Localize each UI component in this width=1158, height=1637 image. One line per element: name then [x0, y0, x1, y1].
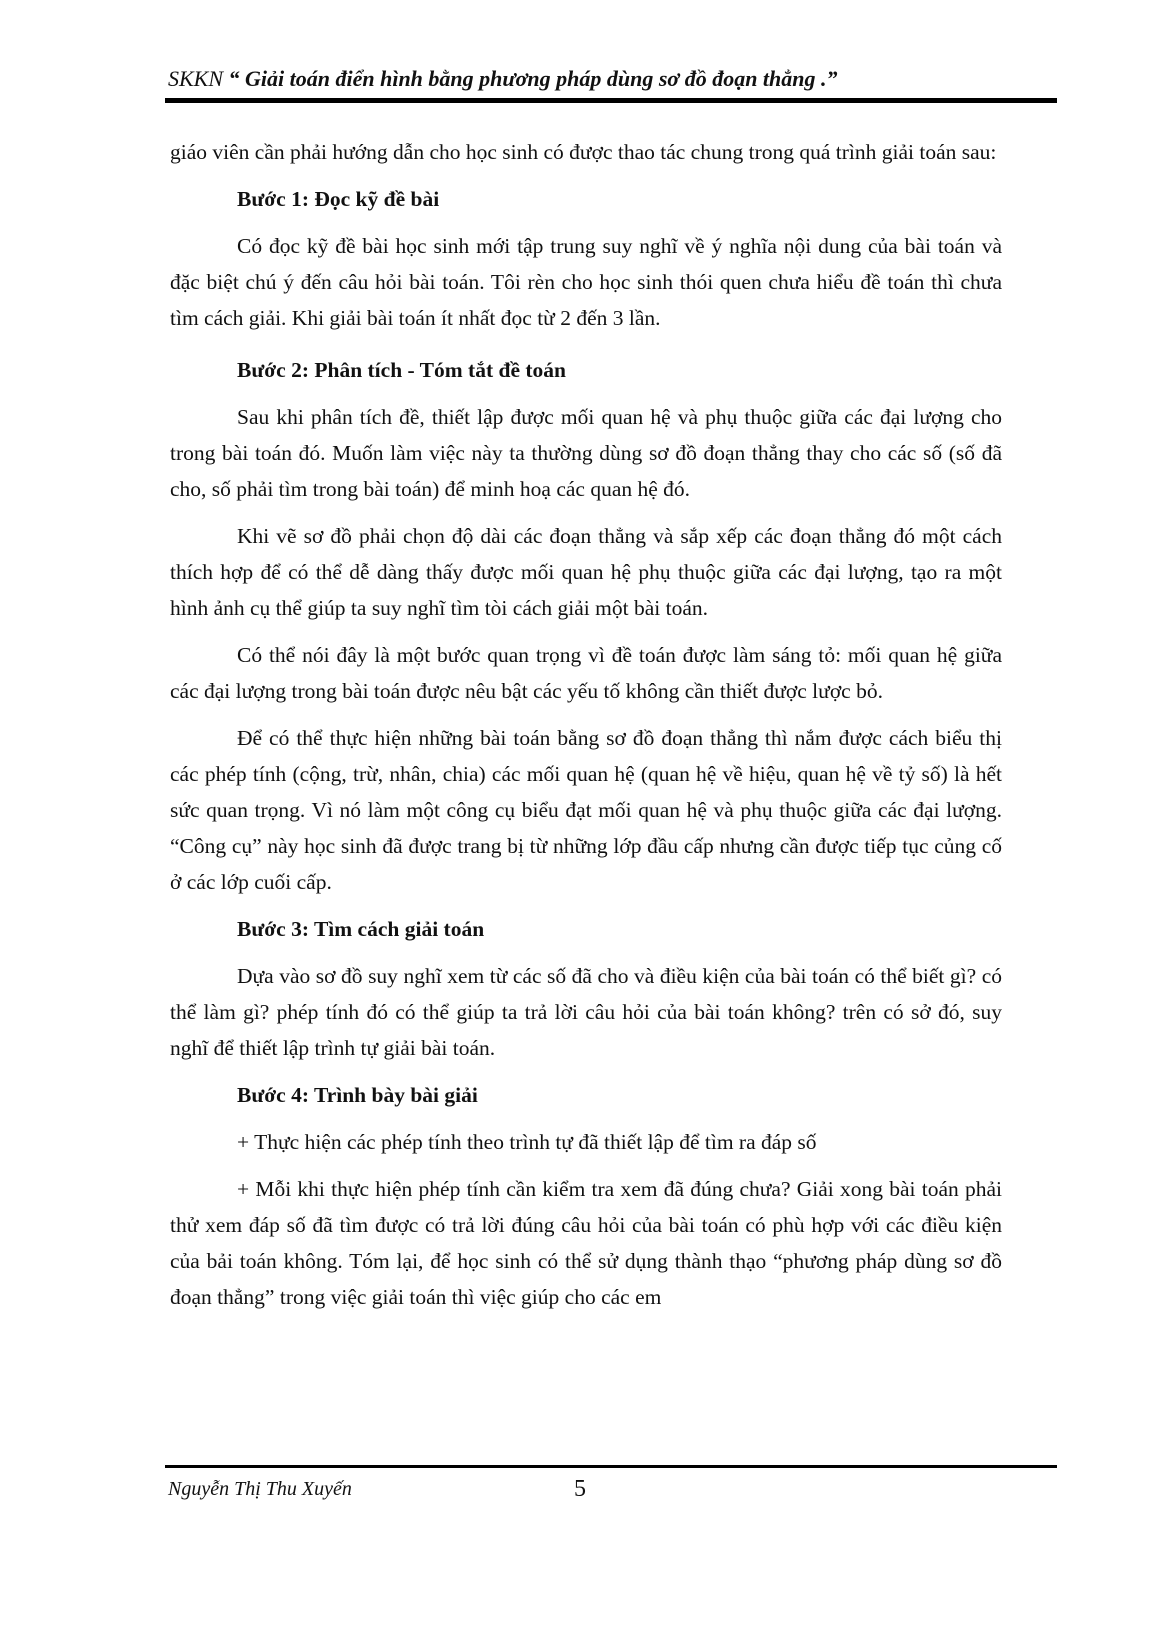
page-body	[170, 134, 1002, 1326]
header-prefix: SKKN	[168, 66, 224, 91]
step4-paragraph-1: + Thực hiện các phép tính theo trình tự đã thiết lập để tìm ra đáp số	[237, 1130, 817, 1154]
header-rule	[165, 98, 1057, 103]
step3-paragraph: Dựa vào sơ đồ suy nghĩ xem từ các số đã cho và điều kiện của bài toán có thể biết gì? có thể làm gì? phép tính đó có thể giúp ta trả lời câu hỏi của bài toán không? trên có sở đó, suy nghĩ để thiết lập trình tự giải bài toán.	[170, 964, 1002, 1060]
header-title: “ Giải toán điển hình bằng phương pháp dùng sơ đồ đoạn thẳng .”	[228, 66, 838, 91]
step2-paragraph-4: Để có thể thực hiện những bài toán bằng sơ đồ đoạn thẳng thì nắm được cách biểu thị các phép tính (cộng, trừ, nhân, chia) các mối quan hệ (quan hệ về hiệu, quan hệ về tỷ số) là hết sức quan trọng. Vì nó làm một công cụ biểu đạt mối quan hệ và phụ thuộc giữa các đại lượng. “Công cụ” này học sinh đã được trang bị từ những lớp đầu cấp nhưng cần được tiếp tục củng cố ở các lớp cuối cấp.	[170, 726, 1002, 894]
intro-paragraph: giáo viên cần phải hướng dẫn cho học sinh có được thao tác chung trong quá trình giải toán sau:	[170, 140, 997, 164]
footer-rule	[165, 1465, 1057, 1468]
step3-heading: Bước 3: Tìm cách giải toán	[237, 917, 485, 941]
step2-paragraph-3: Có thể nói đây là một bước quan trọng vì đề toán được làm sáng tỏ: mối quan hệ giữa các đại lượng trong bài toán được nêu bật các yếu tố không cần thiết được lược bỏ.	[170, 643, 1002, 703]
page-header	[168, 66, 838, 92]
step1-heading: Bước 1: Đọc kỹ đề bài	[237, 187, 440, 211]
step1-paragraph: Có đọc kỹ đề bài học sinh mới tập trung suy nghĩ về ý nghĩa nội dung của bài toán và đặc biệt chú ý đến câu hỏi bài toán. Tôi rèn cho học sinh thói quen chưa hiểu đề toán thì chưa tìm cách giải. Khi giải bài toán ít nhất đọc từ 2 đến 3 lần.	[170, 234, 1002, 330]
footer-author: Nguyễn Thị Thu Xuyến	[168, 1478, 352, 1500]
step4-heading: Bước 4: Trình bày bài giải	[237, 1083, 478, 1107]
step2-heading: Bước 2: Phân tích - Tóm tắt đề toán	[237, 358, 566, 382]
step4-paragraph-2: + Mỗi khi thực hiện phép tính cần kiểm tra xem đã đúng chưa? Giải xong bài toán phải thử xem đáp số đã tìm được có trả lời đúng câu hỏi của bài toán có phù hợp với các điều kiện của bải toán không. Tóm lại, để học sinh có thể sử dụng thành thạo “phương pháp dùng sơ đồ đoạn thẳng” trong việc giải toán thì việc giúp cho các em	[170, 1177, 1002, 1309]
page-number: 5	[574, 1476, 586, 1502]
step2-paragraph-2: Khi vẽ sơ đồ phải chọn độ dài các đoạn thẳng và sắp xếp các đoạn thẳng đó một cách thích hợp để có thể dễ dàng thấy được mối quan hệ phụ thuộc giữa các đại lượng, tạo ra một hình ảnh cụ thể giúp ta suy nghĩ tìm tòi cách giải một bài toán.	[170, 524, 1002, 620]
step2-paragraph-1: Sau khi phân tích đề, thiết lập được mối quan hệ và phụ thuộc giữa các đại lượng cho trong bài toán đó. Muốn làm việc này ta thường dùng sơ đồ đoạn thẳng thay cho các số (số đã cho, số phải tìm trong bài toán) để minh hoạ các quan hệ đó.	[170, 405, 1002, 501]
